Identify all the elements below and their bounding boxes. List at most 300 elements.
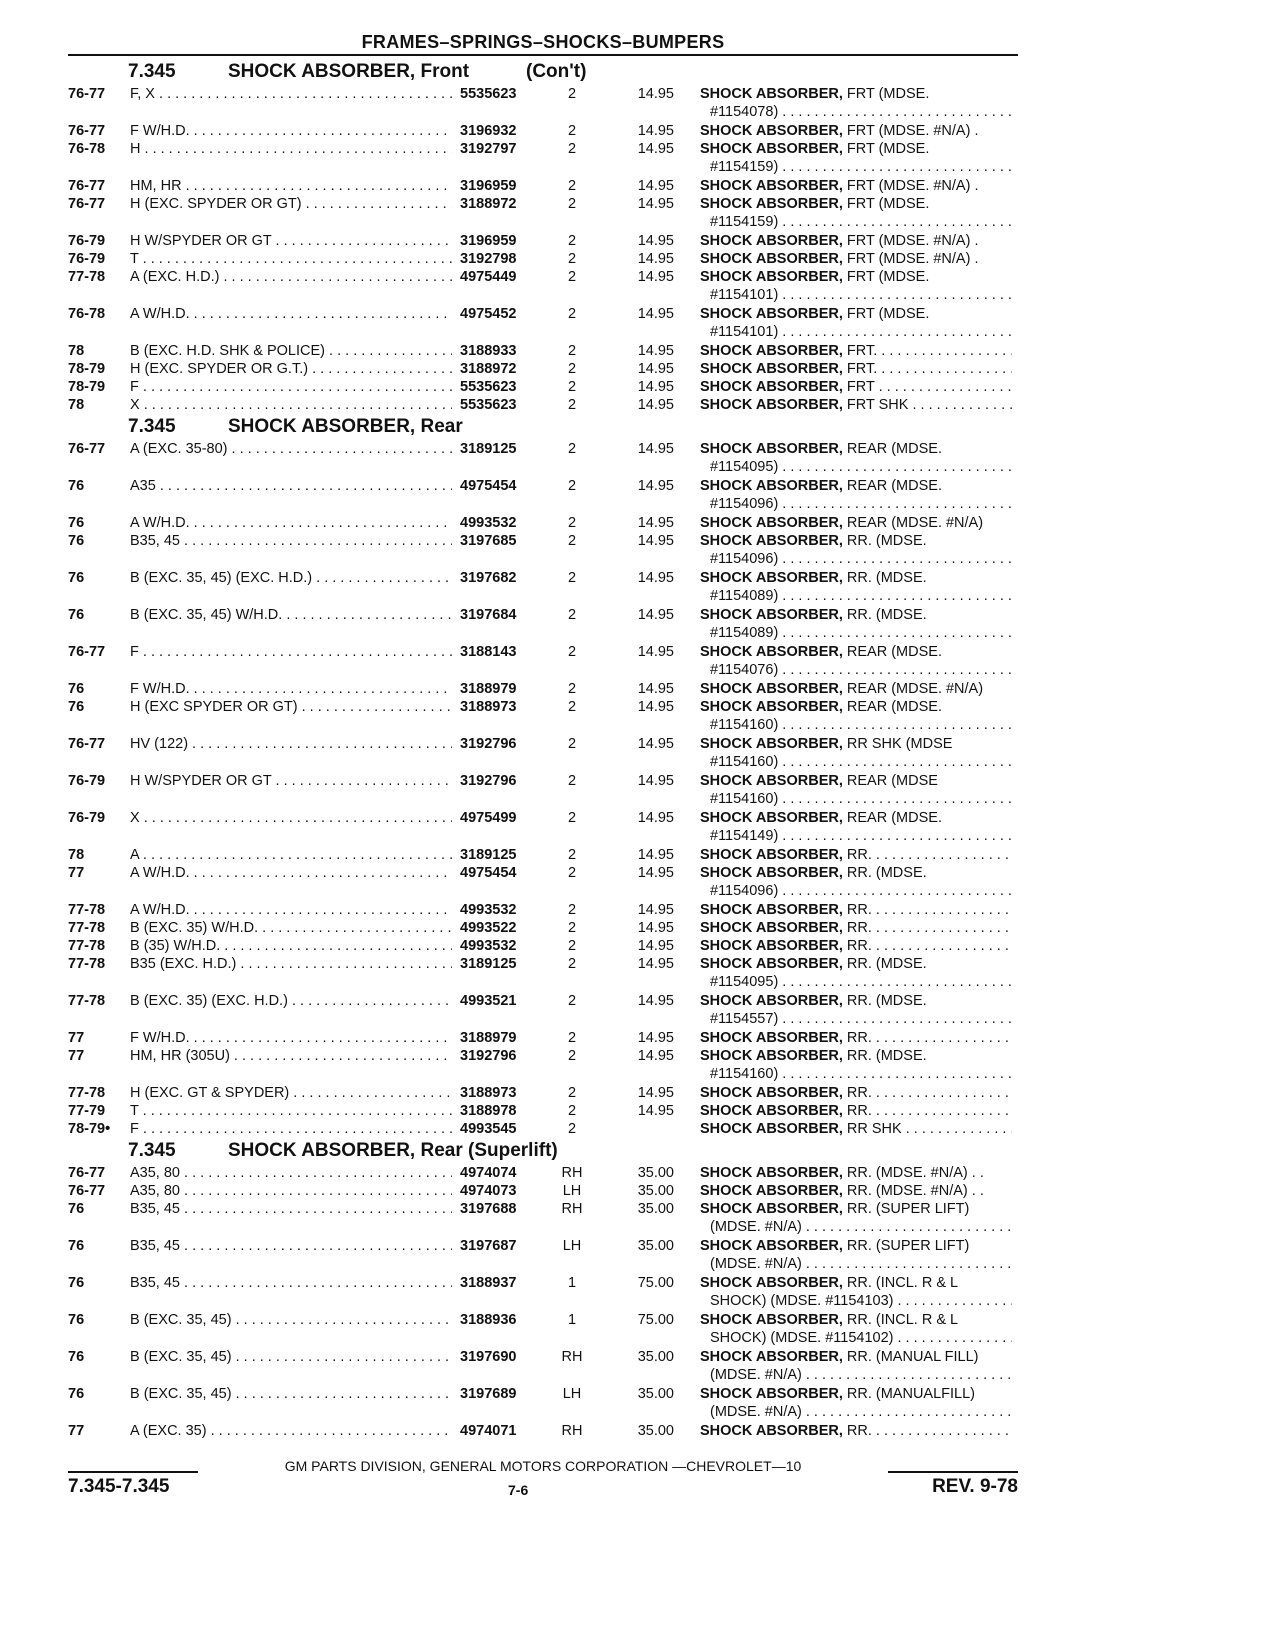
price: 75.00: [637, 1275, 674, 1291]
part-number: 3197685: [460, 533, 517, 549]
part-description: [700, 250, 1012, 268]
model-year: 76: [68, 533, 85, 549]
model-year: 78: [68, 343, 85, 359]
description-continuation: #1154076) . . .: [700, 661, 1012, 679]
description-detail: RR. (MDSE.: [842, 956, 927, 972]
table-row: [68, 195, 1018, 232]
model-year: 76-78: [68, 306, 106, 322]
model-code: B35, 45 . . .: [130, 1200, 452, 1218]
table-row: [68, 1348, 1018, 1385]
part-number: 3188936: [460, 1312, 517, 1328]
quantity: 2: [567, 379, 577, 395]
model-year: 76: [68, 570, 85, 586]
table-row: [68, 698, 1018, 735]
description-detail: RR. (MDSE.: [842, 865, 927, 881]
model-code: H W/SPYDER OR GT . . .: [130, 232, 452, 250]
price: 14.95: [637, 570, 674, 586]
quantity: 2: [567, 1103, 577, 1119]
section-title: SHOCK ABSORBER, Front: [228, 61, 470, 82]
footer-revision: REV. 9-78: [932, 1476, 1018, 1497]
description-continuation: #1154160) . . .: [700, 753, 1012, 771]
quantity: 2: [567, 533, 577, 549]
quantity: 2: [567, 736, 577, 752]
description-detail: RR.: [842, 1030, 872, 1046]
quantity: 1: [567, 1312, 577, 1328]
model-code: T . . .: [130, 250, 452, 268]
description-detail: FRT.: [842, 343, 878, 359]
description-bold: SHOCK ABSORBER,: [700, 1165, 843, 1181]
model-code: A W/H.D. . . .: [130, 864, 452, 882]
price: 14.95: [637, 269, 674, 285]
part-description: [700, 532, 1012, 568]
table-row: [68, 532, 1018, 569]
price: 14.95: [637, 607, 674, 623]
part-description: [700, 177, 1012, 195]
quantity: 2: [567, 361, 577, 377]
part-description: [700, 1102, 1012, 1120]
part-description: [700, 232, 1012, 250]
part-number: 3196959: [460, 233, 517, 249]
quantity: LH: [562, 1386, 582, 1402]
description-detail: RR. (MDSE.: [842, 993, 927, 1009]
model-code: B (EXC. 35, 45) . . .: [130, 1311, 452, 1329]
price: 14.95: [637, 699, 674, 715]
part-description: [700, 1084, 1012, 1102]
part-description: [700, 1311, 1012, 1347]
quantity: RH: [561, 1201, 583, 1217]
quantity: 2: [567, 343, 577, 359]
description-continuation: #1154101) . . .: [700, 323, 1012, 341]
description-bold: SHOCK ABSORBER,: [700, 233, 843, 249]
description-detail: RR. (MDSE. #N/A) . .: [842, 1165, 984, 1181]
part-description: [700, 268, 1012, 304]
model-year: 76-79: [68, 251, 106, 267]
part-number: 4993532: [460, 902, 517, 918]
model-year: 78-79: [68, 361, 106, 377]
part-description: [700, 305, 1012, 341]
part-description: [700, 643, 1012, 679]
model-code: A (EXC. H.D.) . . .: [130, 268, 452, 286]
description-bold: SHOCK ABSORBER,: [700, 441, 843, 457]
model-code: B35 (EXC. H.D.) . . .: [130, 955, 452, 973]
description-detail: RR.: [842, 847, 872, 863]
description-bold: SHOCK ABSORBER,: [700, 1121, 843, 1137]
quantity: 2: [567, 920, 577, 936]
model-code: H (EXC. GT & SPYDER) . . .: [130, 1084, 452, 1102]
description-bold: SHOCK ABSORBER,: [700, 196, 843, 212]
model-year: 77-78: [68, 938, 106, 954]
part-description: [700, 85, 1012, 121]
quantity: 2: [567, 607, 577, 623]
model-code: HM, HR (305U) . . .: [130, 1047, 452, 1065]
table-row: [68, 606, 1018, 643]
model-year: 76: [68, 1275, 85, 1291]
model-code: A (EXC. 35-80) . . .: [130, 440, 452, 458]
description-bold: SHOCK ABSORBER,: [700, 1238, 843, 1254]
quantity: 1: [567, 1275, 577, 1291]
part-number: 3196959: [460, 178, 517, 194]
model-year: 76-79: [68, 810, 106, 826]
model-year: 77: [68, 865, 85, 881]
table-row: [68, 1120, 1018, 1138]
description-detail: FRT (MDSE.: [842, 269, 930, 285]
page-footer: [68, 1458, 1018, 1500]
description-detail: REAR (MDSE.: [842, 441, 942, 457]
table-row: [68, 955, 1018, 992]
part-description: [700, 1029, 1012, 1047]
model-year: 76-77: [68, 1183, 106, 1199]
part-number: 4975499: [460, 810, 517, 826]
price: 14.95: [637, 993, 674, 1009]
description-bold: SHOCK ABSORBER,: [700, 607, 843, 623]
table-row: [68, 177, 1018, 195]
price: 14.95: [637, 773, 674, 789]
page-title: FRAMES–SPRINGS–SHOCKS–BUMPERS: [361, 32, 725, 52]
description-detail: RR.: [842, 938, 872, 954]
price: 35.00: [637, 1183, 674, 1199]
part-number: 3188978: [460, 1103, 517, 1119]
quantity: 2: [567, 773, 577, 789]
model-year: 78-79: [68, 379, 106, 395]
model-year: 77-79: [68, 1103, 106, 1119]
price: 14.95: [637, 196, 674, 212]
part-description: [700, 606, 1012, 642]
model-code: HV (122) . . .: [130, 735, 452, 753]
description-detail: FRT (MDSE. #N/A) .: [842, 233, 979, 249]
quantity: 2: [567, 570, 577, 586]
description-bold: SHOCK ABSORBER,: [700, 343, 843, 359]
description-detail: RR. (MDSE.: [842, 607, 927, 623]
footer-page-number: 7-6: [508, 1482, 529, 1498]
description-bold: SHOCK ABSORBER,: [700, 644, 843, 660]
model-year: 76: [68, 1238, 85, 1254]
description-detail: RR.: [842, 1423, 872, 1439]
table-row: [68, 1182, 1018, 1200]
section-title: SHOCK ABSORBER, Rear (Superlift): [228, 1140, 558, 1161]
description-continuation: (MDSE. #N/A) . . .: [700, 1403, 1012, 1421]
part-number: 3188972: [460, 361, 517, 377]
section-title: SHOCK ABSORBER, Rear: [228, 416, 463, 437]
table-row: [68, 1311, 1018, 1348]
description-continuation: #1154078) . . .: [700, 103, 1012, 121]
part-number: 4993545: [460, 1121, 517, 1137]
model-code: A W/H.D. . . .: [130, 514, 452, 532]
table-row: [68, 342, 1018, 360]
part-number: 3188937: [460, 1275, 517, 1291]
part-number: 4974071: [460, 1423, 517, 1439]
quantity: 2: [567, 1048, 577, 1064]
part-description: [700, 1237, 1012, 1273]
section-number: 7.345: [128, 416, 176, 437]
price: 35.00: [637, 1386, 674, 1402]
price: 14.95: [637, 1103, 674, 1119]
description-detail: RR. (MANUALFILL): [842, 1386, 976, 1402]
quantity: 2: [567, 397, 577, 413]
description-detail: RR. (MDSE.: [842, 533, 927, 549]
description-detail: REAR (MDSE.: [842, 810, 942, 826]
price: 14.95: [637, 86, 674, 102]
description-bold: SHOCK ABSORBER,: [700, 736, 843, 752]
part-number: 3188973: [460, 1085, 517, 1101]
part-description: [700, 901, 1012, 919]
model-year: 77-78: [68, 902, 106, 918]
description-detail: FRT (MDSE.: [842, 306, 930, 322]
price: 14.95: [637, 938, 674, 954]
quantity: 2: [567, 1085, 577, 1101]
model-code: F W/H.D. . . .: [130, 1029, 452, 1047]
price: 35.00: [637, 1238, 674, 1254]
part-number: 3192796: [460, 1048, 517, 1064]
description-detail: RR. (MDSE.: [842, 570, 927, 586]
table-row: [68, 122, 1018, 140]
model-code: A35, 80 . . .: [130, 1182, 452, 1200]
description-bold: SHOCK ABSORBER,: [700, 1349, 843, 1365]
quantity: 2: [567, 847, 577, 863]
part-number: 3197682: [460, 570, 517, 586]
table-row: [68, 735, 1018, 772]
quantity: 2: [567, 306, 577, 322]
model-year: 76-78: [68, 141, 106, 157]
model-year: 78: [68, 847, 85, 863]
part-description: [700, 1164, 1012, 1182]
price: 14.95: [637, 810, 674, 826]
description-detail: RR. (SUPER LIFT): [842, 1238, 970, 1254]
description-continuation: #1154160) . . .: [700, 790, 1012, 808]
part-description: [700, 514, 1012, 532]
table-row: [68, 569, 1018, 606]
description-continuation: #1154557) . . .: [700, 1010, 1012, 1028]
model-code: F . . .: [130, 643, 452, 661]
footer-publisher: GM PARTS DIVISION, GENERAL MOTORS CORPORATION —CHEVROLET—10: [68, 1458, 1018, 1474]
model-year: 76: [68, 1386, 85, 1402]
description-bold: SHOCK ABSORBER,: [700, 773, 843, 789]
description-continuation: #1154089) . . .: [700, 587, 1012, 605]
description-bold: SHOCK ABSORBER,: [700, 269, 843, 285]
part-number: 3197687: [460, 1238, 517, 1254]
part-number: 4974073: [460, 1183, 517, 1199]
model-year: 76: [68, 699, 85, 715]
model-code: A W/H.D. . . .: [130, 901, 452, 919]
section-suffix: (Con't): [526, 61, 587, 82]
quantity: LH: [562, 1183, 582, 1199]
model-code: A (EXC. 35) . . .: [130, 1422, 452, 1440]
table-row: [68, 85, 1018, 122]
description-bold: SHOCK ABSORBER,: [700, 1085, 843, 1101]
price: 14.95: [637, 178, 674, 194]
table-row: [68, 1422, 1018, 1440]
part-number: 3192797: [460, 141, 517, 157]
description-continuation: #1154160) . . .: [700, 1065, 1012, 1083]
quantity: 2: [567, 515, 577, 531]
quantity: 2: [567, 1121, 577, 1137]
part-number: 3188972: [460, 196, 517, 212]
description-continuation: #1154159) . . .: [700, 158, 1012, 176]
model-code: T . . .: [130, 1102, 452, 1120]
table-row: [68, 809, 1018, 846]
part-number: 5535623: [460, 397, 517, 413]
part-number: 4975454: [460, 865, 517, 881]
section-heading: [68, 59, 1018, 85]
part-number: 3188979: [460, 681, 517, 697]
table-row: [68, 864, 1018, 901]
table-row: [68, 846, 1018, 864]
description-detail: RR. (SUPER LIFT): [842, 1201, 970, 1217]
model-code: H (EXC. SPYDER OR GT) . . .: [130, 195, 452, 213]
model-year: 77-78: [68, 993, 106, 1009]
description-detail: RR SHK: [842, 1121, 902, 1137]
model-code: B35, 45 . . .: [130, 1237, 452, 1255]
model-code: A35, 80 . . .: [130, 1164, 452, 1182]
description-detail: RR. (INCL. R & L: [842, 1312, 959, 1328]
part-number: 3197688: [460, 1201, 517, 1217]
description-detail: REAR (MDSE. #N/A): [842, 515, 984, 531]
model-code: B (35) W/H.D. . . .: [130, 937, 452, 955]
part-description: [700, 1274, 1012, 1310]
model-code: F W/H.D. . . .: [130, 122, 452, 140]
description-detail: RR.: [842, 1085, 872, 1101]
model-year: 76-79: [68, 773, 106, 789]
model-year: 76: [68, 1201, 85, 1217]
description-continuation: #1154096) . . .: [700, 550, 1012, 568]
table-row: [68, 268, 1018, 305]
description-detail: FRT SHK: [842, 397, 909, 413]
table-row: [68, 1385, 1018, 1422]
description-bold: SHOCK ABSORBER,: [700, 251, 843, 267]
table-row: [68, 140, 1018, 177]
description-bold: SHOCK ABSORBER,: [700, 920, 843, 936]
model-year: 76-77: [68, 196, 106, 212]
model-code: X . . .: [130, 396, 452, 414]
model-code: A W/H.D. . . .: [130, 305, 452, 323]
model-code: A35 . . .: [130, 477, 452, 495]
part-description: [700, 992, 1012, 1028]
model-year: 76: [68, 1349, 85, 1365]
model-year: 77-78: [68, 269, 106, 285]
price: 14.95: [637, 902, 674, 918]
part-description: [700, 864, 1012, 900]
model-code: F W/H.D. . . .: [130, 680, 452, 698]
description-continuation: #1154101) . . .: [700, 286, 1012, 304]
description-detail: RR.: [842, 920, 872, 936]
model-code: B (EXC. 35, 45) . . .: [130, 1348, 452, 1366]
description-detail: FRT (MDSE.: [842, 141, 930, 157]
model-year: 78-79•: [68, 1121, 111, 1137]
description-continuation: #1154160) . . .: [700, 716, 1012, 734]
table-row: [68, 477, 1018, 514]
description-bold: SHOCK ABSORBER,: [700, 1201, 843, 1217]
table-row: [68, 1274, 1018, 1311]
description-detail: FRT (MDSE. #N/A) .: [842, 123, 979, 139]
quantity: 2: [567, 681, 577, 697]
part-description: [700, 919, 1012, 937]
model-year: 76: [68, 1312, 85, 1328]
quantity: 2: [567, 251, 577, 267]
table-row: [68, 1047, 1018, 1084]
description-detail: RR.: [842, 902, 872, 918]
title-rule: [68, 54, 1018, 56]
quantity: 2: [567, 196, 577, 212]
part-description: [700, 1348, 1012, 1384]
model-code: B35, 45 . . .: [130, 1274, 452, 1292]
model-code: B (EXC. 35) (EXC. H.D.) . . .: [130, 992, 452, 1010]
price: 14.95: [637, 865, 674, 881]
description-detail: RR.: [842, 1103, 872, 1119]
parts-table: [68, 59, 1018, 1440]
model-year: 76: [68, 681, 85, 697]
quantity: LH: [562, 1238, 582, 1254]
description-detail: REAR (MDSE. #N/A): [842, 681, 984, 697]
price: 14.95: [637, 441, 674, 457]
section-number: 7.345: [128, 1140, 176, 1161]
part-number: 4974074: [460, 1165, 517, 1181]
model-code: B (EXC. 35, 45) W/H.D. . . .: [130, 606, 452, 624]
table-row: [68, 992, 1018, 1029]
description-bold: SHOCK ABSORBER,: [700, 533, 843, 549]
description-bold: SHOCK ABSORBER,: [700, 865, 843, 881]
description-bold: SHOCK ABSORBER,: [700, 993, 843, 1009]
description-detail: FRT (MDSE.: [842, 86, 930, 102]
part-number: 3192798: [460, 251, 517, 267]
part-number: 5535623: [460, 86, 517, 102]
price: 35.00: [637, 1165, 674, 1181]
description-detail: FRT (MDSE. #N/A) .: [842, 251, 979, 267]
quantity: 2: [567, 810, 577, 826]
description-bold: SHOCK ABSORBER,: [700, 1386, 843, 1402]
description-detail: FRT (MDSE.: [842, 196, 930, 212]
description-bold: SHOCK ABSORBER,: [700, 1423, 843, 1439]
part-description: [700, 937, 1012, 955]
model-year: 76-77: [68, 736, 106, 752]
model-year: 77-78: [68, 920, 106, 936]
price: 14.95: [637, 361, 674, 377]
description-continuation: (MDSE. #N/A) . . .: [700, 1218, 1012, 1236]
description-bold: SHOCK ABSORBER,: [700, 306, 843, 322]
table-row: [68, 772, 1018, 809]
model-year: 77: [68, 1048, 85, 1064]
quantity: RH: [561, 1349, 583, 1365]
part-description: [700, 735, 1012, 771]
part-description: [700, 846, 1012, 864]
model-code: H (EXC SPYDER OR GT) . . .: [130, 698, 452, 716]
part-number: 4975452: [460, 306, 517, 322]
description-bold: SHOCK ABSORBER,: [700, 141, 843, 157]
description-bold: SHOCK ABSORBER,: [700, 956, 843, 972]
price: 14.95: [637, 1085, 674, 1101]
part-number: 3188143: [460, 644, 517, 660]
description-bold: SHOCK ABSORBER,: [700, 361, 843, 377]
price: 14.95: [637, 1048, 674, 1064]
description-bold: SHOCK ABSORBER,: [700, 178, 843, 194]
part-description: [700, 195, 1012, 231]
table-row: [68, 1102, 1018, 1120]
part-description: [700, 1200, 1012, 1236]
section-heading: [68, 414, 1018, 440]
part-number: 5535623: [460, 379, 517, 395]
quantity: 2: [567, 141, 577, 157]
price: 35.00: [637, 1201, 674, 1217]
part-description: [700, 1385, 1012, 1421]
description-continuation: #1154095) . . .: [700, 973, 1012, 991]
price: 14.95: [637, 233, 674, 249]
part-description: [700, 378, 1012, 396]
description-detail: FRT: [842, 379, 875, 395]
description-continuation: SHOCK) (MDSE. #1154103) . . .: [700, 1292, 1012, 1310]
part-description: [700, 342, 1012, 360]
description-bold: SHOCK ABSORBER,: [700, 397, 843, 413]
quantity: RH: [561, 1423, 583, 1439]
table-row: [68, 1029, 1018, 1047]
table-row: [68, 937, 1018, 955]
